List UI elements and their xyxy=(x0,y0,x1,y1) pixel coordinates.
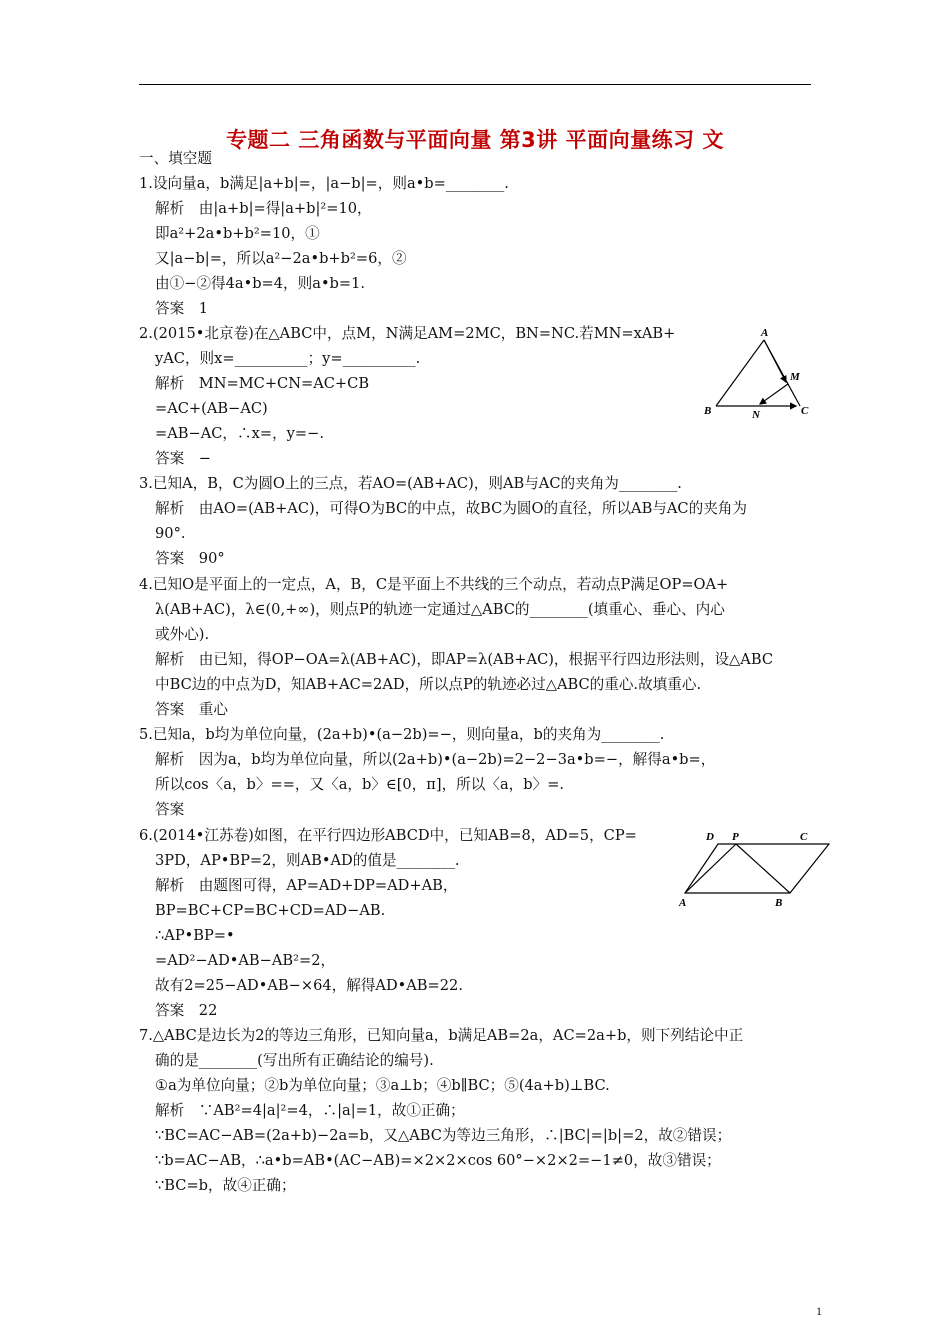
label-c: C xyxy=(801,405,809,417)
label-d: D xyxy=(706,831,714,843)
problem-7-solution-line: ∵BC=b，故④正确； xyxy=(155,1177,296,1194)
label-c: C xyxy=(800,831,808,843)
problem-4-solution-line: 解析 由已知，得OP−OA=λ(AB+AC)，即AP=λ(AB+AC)，根据平行四边形法则，设△ABC xyxy=(155,651,773,668)
problem-4-answer: 答案 重心 xyxy=(155,701,228,718)
problem-6-stem: 6.(2014•江苏卷)如图，在平行四边形ABCD中，已知AB=8，AD=5，CP= xyxy=(139,827,637,844)
problem-7-solution-line: ∵BC=AC−AB=(2a+b)−2a=b，又△ABC为等边三角形，∴|BC|=|b|=2，故②错误； xyxy=(155,1127,732,1144)
header-rule xyxy=(139,84,811,85)
problem-2-stem: 2.(2015•北京卷)在△ABC中，点M，N满足AM=2MC，BN=NC.若MN=xAB+ xyxy=(139,325,676,342)
problem-6-solution-line: BP=BC+CP=BC+CD=AD−AB. xyxy=(155,902,386,919)
problem-6-solution-line: 解析 由题图可得，AP=AD+DP=AD+AB， xyxy=(155,877,458,894)
label-b: B xyxy=(704,405,712,417)
parallelogram-figure xyxy=(674,826,824,916)
problem-2-solution-line: 解析 MN=MC+CN=AC+CB xyxy=(155,375,370,392)
label-a: A xyxy=(679,897,687,909)
problem-6-stem: 3PD，AP•BP=2，则AB•AD的值是________. xyxy=(155,852,460,869)
problem-1-solution-line: 即a²+2a•b+b²=10，① xyxy=(155,225,320,242)
problem-3-solution-line: 90°. xyxy=(155,525,186,542)
problem-6-solution-line: =AD²−AD•AB−AB²=2， xyxy=(155,952,336,969)
problem-3-stem: 3.已知A，B，C为圆O上的三点，若AO=(AB+AC)，则AB与AC的夹角为________. xyxy=(139,475,682,492)
problem-2-solution-line: =AC+(AB−AC) xyxy=(155,400,268,417)
problem-1-stem: 1.设向量a，b满足|a+b|=，|a−b|=，则a•b=________. xyxy=(139,175,509,192)
problem-5-solution-line: 解析 因为a，b均为单位向量，所以(2a+b)•(a−2b)=2−2−3a•b=−，解得a•b=， xyxy=(155,751,716,768)
problem-4-stem: λ(AB+AC)，λ∈(0,+∞)，则点P的轨迹一定通过△ABC的________(填重心、垂心、内心 xyxy=(155,601,725,618)
label-b: B xyxy=(775,897,783,909)
problem-2-solution-line: =AB−AC，∴x=，y=−. xyxy=(155,425,325,442)
problem-2-stem: yAC，则x=__________；y=__________. xyxy=(155,350,421,367)
problem-1-solution-line: 由①−②得4a•b=4，则a•b=1. xyxy=(155,275,366,292)
problem-4-stem: 或外心). xyxy=(155,626,210,643)
label-n: N xyxy=(752,409,760,421)
problem-3-answer: 答案 90° xyxy=(155,550,225,567)
problem-1-answer: 答案 1 xyxy=(155,300,209,317)
problem-5-stem: 5.已知a，b均为单位向量，(2a+b)•(a−2b)=−，则向量a，b的夹角为________. xyxy=(139,726,665,743)
triangle-figure xyxy=(700,322,820,422)
section-heading: 一、填空题 xyxy=(139,150,212,167)
label-p: P xyxy=(732,831,739,843)
problem-6-answer: 答案 22 xyxy=(155,1002,218,1019)
label-m: M xyxy=(790,371,800,383)
problem-6-solution-line: ∴AP•BP=• xyxy=(155,927,235,944)
page-number: 1 xyxy=(816,1304,822,1318)
problem-7-stem: 确的是________(写出所有正确结论的编号). xyxy=(155,1052,434,1069)
problem-3-solution-line: 解析 由AO=(AB+AC)，可得O为BC的中点，故BC为圆O的直径，所以AB与AC的夹角为 xyxy=(155,500,747,517)
problem-1-solution-line: 解析 由|a+b|=得|a+b|²=10， xyxy=(155,200,372,217)
problem-7-solution-line: ∵b=AC−AB，∴a•b=AB•(AC−AB)=×2×2×cos 60°−×2×2=−1≠0，故③错误； xyxy=(155,1152,721,1169)
problem-6-solution-line: 故有2=25−AD•AB−×64，解得AD•AB=22. xyxy=(155,977,463,994)
problem-1-solution-line: 又|a−b|=，所以a²−2a•b+b²=6，② xyxy=(155,250,407,267)
problem-4-solution-line: 中BC边的中点为D，知AB+AC=2AD，所以点P的轨迹必过△ABC的重心.故填重心. xyxy=(155,676,702,693)
page-title: 专题二 三角函数与平面向量 第3讲 平面向量练习 文 xyxy=(226,128,724,152)
label-a: A xyxy=(761,327,769,339)
problem-5-answer: 答案 xyxy=(155,801,185,818)
problem-7-options: ①a为单位向量；②b为单位向量；③a⊥b；④b∥BC；⑤(4a+b)⊥BC. xyxy=(155,1077,610,1094)
problem-4-stem: 4.已知O是平面上的一定点，A，B，C是平面上不共线的三个动点，若动点P满足OP=OA+ xyxy=(139,576,729,593)
problem-5-solution-line: 所以cos〈a，b〉==，又〈a，b〉∈[0，π]，所以〈a，b〉=. xyxy=(155,776,565,793)
problem-7-solution-line: 解析 ∵AB²=4|a|²=4，∴|a|=1，故①正确； xyxy=(155,1102,465,1119)
problem-2-answer: 答案 − xyxy=(155,450,212,467)
problem-7-stem: 7.△ABC是边长为2的等边三角形，已知向量a，b满足AB=2a，AC=2a+b，则下列结论中正 xyxy=(139,1027,744,1044)
